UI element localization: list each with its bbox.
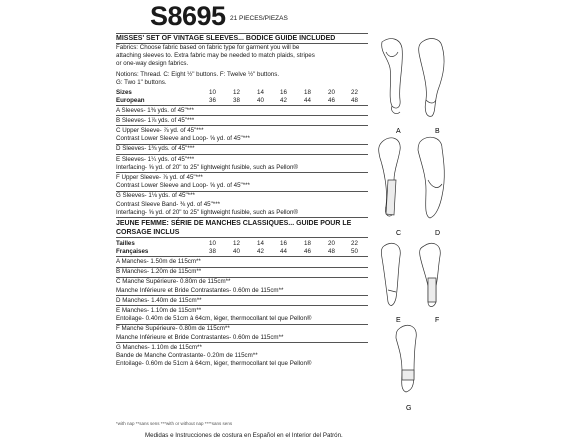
metrage-view-a: A Manches- 1.50m de 115cm** bbox=[116, 256, 368, 266]
figure-label-e: E bbox=[396, 317, 401, 324]
figure-label-f: F bbox=[435, 317, 440, 324]
yardage-view-d: D Sleeves- 1⅜ yds. of 45"*** bbox=[116, 144, 368, 154]
european-sizes-row: European 36 38 40 42 44 46 48 bbox=[116, 97, 358, 105]
sleeve-g-drawing bbox=[396, 325, 416, 392]
metrage-view-e: E Manches- 1.10m de 115cm** Entoilage- 0.40m de 51cm à 64cm, léger, thermocollant tel que Pellon® bbox=[116, 305, 368, 323]
nap-footnotes: *with nap **sans sens ***with or without nap ****sans sens bbox=[116, 421, 233, 426]
yardage-view-a: A Sleeves- 1⅜ yds. of 45"*** bbox=[116, 105, 368, 115]
tailles-row: Tailles 10 12 14 16 18 20 22 bbox=[116, 240, 358, 248]
yardage-view-c: C Upper Sleeve- ⅞ yd. of 45"*** Contrast Lower Sleeve and Loop- ⅝ yd. of 45"*** bbox=[116, 125, 368, 143]
notions-text: Notions: Thread. C: Eight ½" buttons. F: Twelve ½" buttons. G: Two 1" buttons. bbox=[116, 70, 280, 86]
metrage-view-g: G Manches- 1.10m de 115cm** Bande de Manche Contrastante- 0.20m de 115cm** Entoilage- 0.60m de 51cm à 64cm, léger, thermocollant tel que Pellon® bbox=[116, 342, 368, 369]
yardage-view-f: F Upper Sleeve- ⅞ yd. of 45"*** Contrast Lower Sleeve and Loop- ⅝ yd. of 45"*** bbox=[116, 172, 368, 190]
sleeve-c-drawing bbox=[379, 138, 401, 216]
metrage-view-b: B Manches- 1.20m de 115cm** bbox=[116, 267, 368, 277]
english-title: MISSES' SET OF VINTAGE SLEEVES... BODICE GUIDE INCLUDED bbox=[116, 35, 336, 42]
metrage-view-f: F Manche Supérieure- 0.80m de 115cm** Manche Inférieure et Bride Contrastantes- 0.60m de 115cm** bbox=[116, 324, 368, 342]
piece-count: 21 PIECES/PIEZAS bbox=[230, 15, 288, 22]
sleeve-d-drawing bbox=[418, 137, 444, 218]
french-title: JEUNE FEMME: SÉRIE DE MANCHES CLASSIQUES... GUIDE POUR LE CORSAGE INCLUS bbox=[116, 220, 352, 237]
metrage-view-d: D Manches- 1.40m de 115cm** bbox=[116, 295, 368, 305]
sizes-row: Sizes 10 12 14 16 18 20 22 bbox=[116, 89, 358, 97]
instruction-sheet bbox=[116, 33, 368, 369]
sleeve-b-drawing bbox=[419, 39, 444, 117]
figure-label-c: C bbox=[396, 230, 402, 237]
sleeve-a-drawing bbox=[382, 39, 403, 114]
francaises-row: Françaises 38 40 42 44 46 48 50 bbox=[116, 248, 358, 256]
figure-label-g: G bbox=[406, 405, 412, 412]
figure-label-d: D bbox=[435, 230, 441, 237]
sleeve-e-drawing bbox=[381, 243, 400, 305]
metrage-view-c: C Manche Supérieure- 0.80m de 115cm** Manche Inférieure et Bride Contrastantes- 0.60m de 115cm** bbox=[116, 277, 368, 295]
pattern-code: S8695 bbox=[150, 1, 226, 31]
yardage-view-e: E Sleeves- 1¼ yds. of 45"*** Interfacing- ⅝ yd. of 20" to 25" lightweight fusible, such as Pellon® bbox=[116, 154, 368, 172]
sleeve-illustrations bbox=[370, 30, 470, 430]
fabrics-text: Fabrics: Choose fabric based on fabric type for garment you will be attaching sleeves to. Extra fabric may be needed to match plaids, stripes or one-way design fabrics. bbox=[116, 44, 315, 68]
figure-label-a: A bbox=[396, 128, 401, 135]
spanish-footer: Medidas e Instrucciones de costura en Español en el Interior del Patrón. bbox=[145, 432, 343, 439]
yardage-view-b: B Sleeves- 1⅞ yds. of 45"*** bbox=[116, 115, 368, 125]
divider bbox=[116, 217, 368, 218]
sleeve-f-drawing bbox=[420, 243, 441, 306]
figure-label-b: B bbox=[435, 128, 440, 135]
yardage-view-g: G Sleeves- 1⅛ yds. of 45"*** Contrast Sleeve Band- ⅜ yd. of 45"*** Interfacing- ⅝ yd. of 20" to 25" lightweight fusible, such as Pellon® bbox=[116, 191, 368, 218]
